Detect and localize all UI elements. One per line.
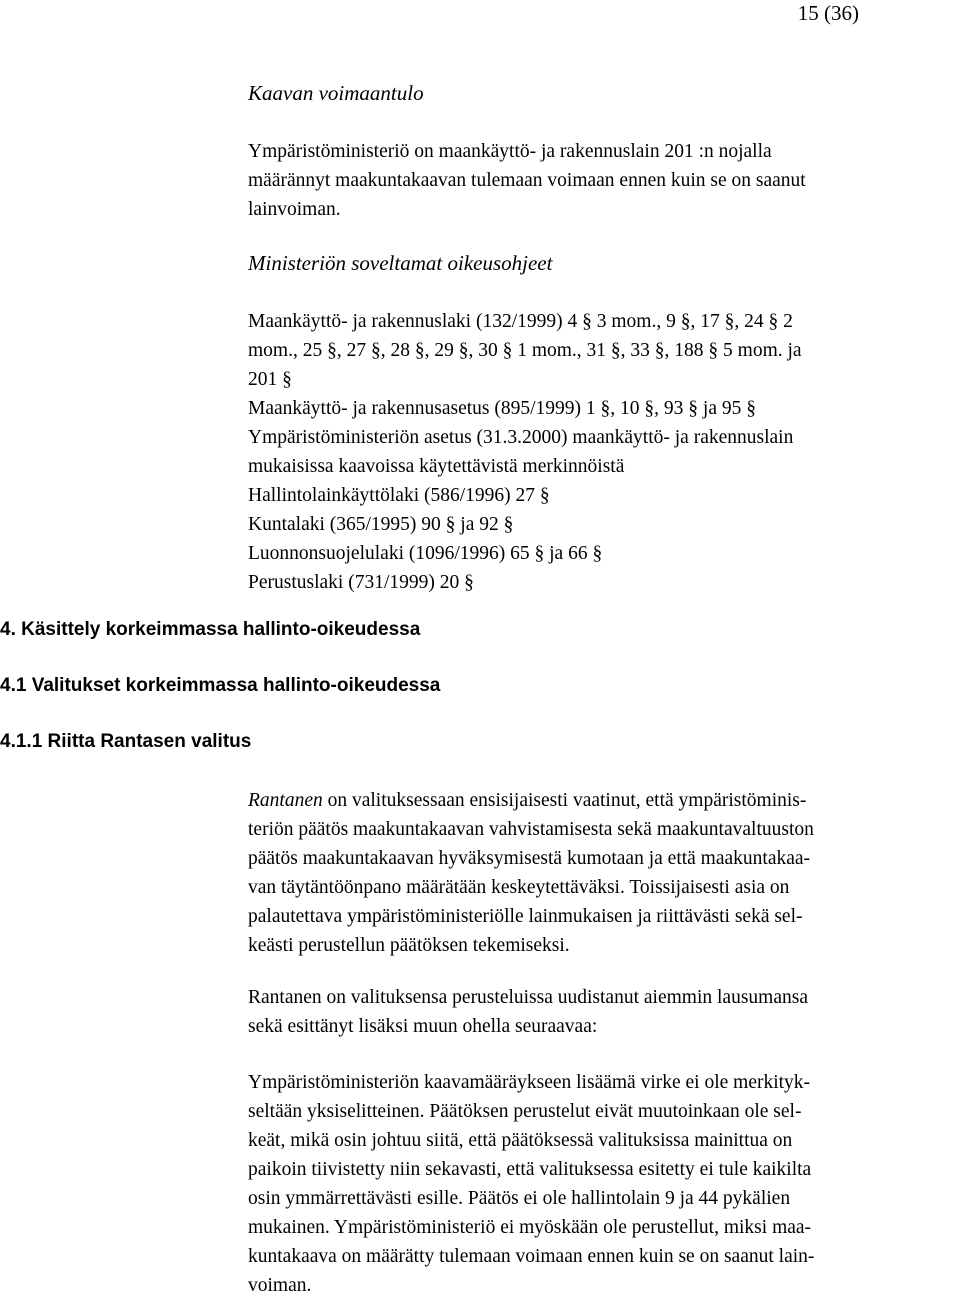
text-line: kuntakaava on määrätty tulemaan voimaan ennen kuin se on saanut lain- xyxy=(248,1246,815,1267)
text-line: seltään yksiselitteinen. Päätöksen perustelut eivät muutoinkaan ole sel- xyxy=(248,1101,802,1122)
text-line: palautettava ympäristöministeriölle lainmukaisen ja riittävästi sekä sel- xyxy=(248,906,803,927)
legal-reference: Perustuslaki (731/1999) 20 § xyxy=(248,572,474,593)
text-line: keästi perustellun päätöksen tekemiseksi. xyxy=(248,935,570,956)
legal-reference: Kuntalaki (365/1995) 90 § ja 92 § xyxy=(248,514,514,535)
legal-reference: Ympäristöministeriön asetus (31.3.2000) maankäyttö- ja rakennuslain xyxy=(248,427,794,448)
text-line: osin ymmärrettävästi esille. Päätös ei ole hallintolain 9 ja 44 pykälien xyxy=(248,1188,791,1209)
text-line: teriön päätös maakuntakaavan vahvistamisesta sekä maakuntavaltuuston xyxy=(248,819,814,840)
name-rantanen: Rantanen xyxy=(248,790,323,811)
heading-4-1-1: 4.1.1 Riitta Rantasen valitus xyxy=(0,731,252,752)
section-heading-kaavan-voimaantulo: Kaavan voimaantulo xyxy=(248,81,424,105)
text-segment: on valituksessaan ensisijaisesti vaatinut, että ympäristöminis- xyxy=(322,790,807,811)
text-line xyxy=(248,786,960,815)
legal-reference: Maankäyttö- ja rakennusasetus (895/1999) 1 §, 10 §, 93 § ja 95 § xyxy=(248,398,756,419)
paragraph-rantanen-claims xyxy=(248,786,960,960)
text-line: sekä esittänyt lisäksi muun ohella seuraavaa: xyxy=(248,1016,598,1037)
legal-reference: Luonnonsuojelulaki (1096/1996) 65 § ja 66 § xyxy=(248,543,603,564)
text-line: päätös maakuntakaavan hyväksymisestä kumotaan ja että maakuntakaa- xyxy=(248,848,811,869)
legal-references-list xyxy=(248,307,960,597)
text-line: määrännyt maakuntakaavan tulemaan voimaan ennen kuin se on saanut xyxy=(248,170,806,191)
legal-reference: Maankäyttö- ja rakennuslaki (132/1999) 4 § 3 mom., 9 §, 17 §, 24 § 2 xyxy=(248,311,793,332)
text-line: Ympäristöministeriön kaavamääräykseen lisäämä virke ei ole merkityk- xyxy=(248,1072,811,1093)
section-heading-oikeusohjeet: Ministeriön soveltamat oikeusohjeet xyxy=(248,251,553,275)
text-line: Rantanen on valituksensa perusteluissa uudistanut aiemmin lausumansa xyxy=(248,987,808,1008)
legal-reference: mukaisissa kaavoissa käytettävistä merkinnöistä xyxy=(248,456,625,477)
text-line: Ympäristöministeriö on maankäyttö- ja rakennuslain 201 :n nojalla xyxy=(248,141,772,162)
legal-reference: mom., 25 §, 27 §, 28 §, 29 §, 30 § 1 mom., 31 §, 33 §, 188 § 5 mom. ja xyxy=(248,340,802,361)
page-number: 15 (36) xyxy=(797,1,859,25)
paragraph-argument xyxy=(248,1068,960,1300)
heading-4-1: 4.1 Valitukset korkeimmassa hallinto-oikeudessa xyxy=(0,675,441,696)
text-line: mukainen. Ympäristöministeriö ei myöskään ole perustellut, miksi maa- xyxy=(248,1217,812,1238)
text-line: paikoin tiivistetty niin sekavasti, että valituksessa esitetty ei tule kaikilta xyxy=(248,1159,812,1180)
text-line: voiman. xyxy=(248,1275,312,1296)
paragraph-grounds xyxy=(248,983,960,1041)
legal-reference: Hallintolainkäyttölaki (586/1996) 27 § xyxy=(248,485,550,506)
legal-reference: 201 § xyxy=(248,369,292,390)
text-line: van täytäntöönpano määrätään keskeytettäväksi. Toissijaisesti asia on xyxy=(248,877,790,898)
text-line: lainvoiman. xyxy=(248,199,341,220)
text-line: keät, mikä osin johtuu siitä, että päätöksessä valituksissa mainittua on xyxy=(248,1130,793,1151)
section1-paragraph xyxy=(248,137,960,224)
heading-4: 4. Käsittely korkeimmassa hallinto-oikeudessa xyxy=(0,619,421,640)
